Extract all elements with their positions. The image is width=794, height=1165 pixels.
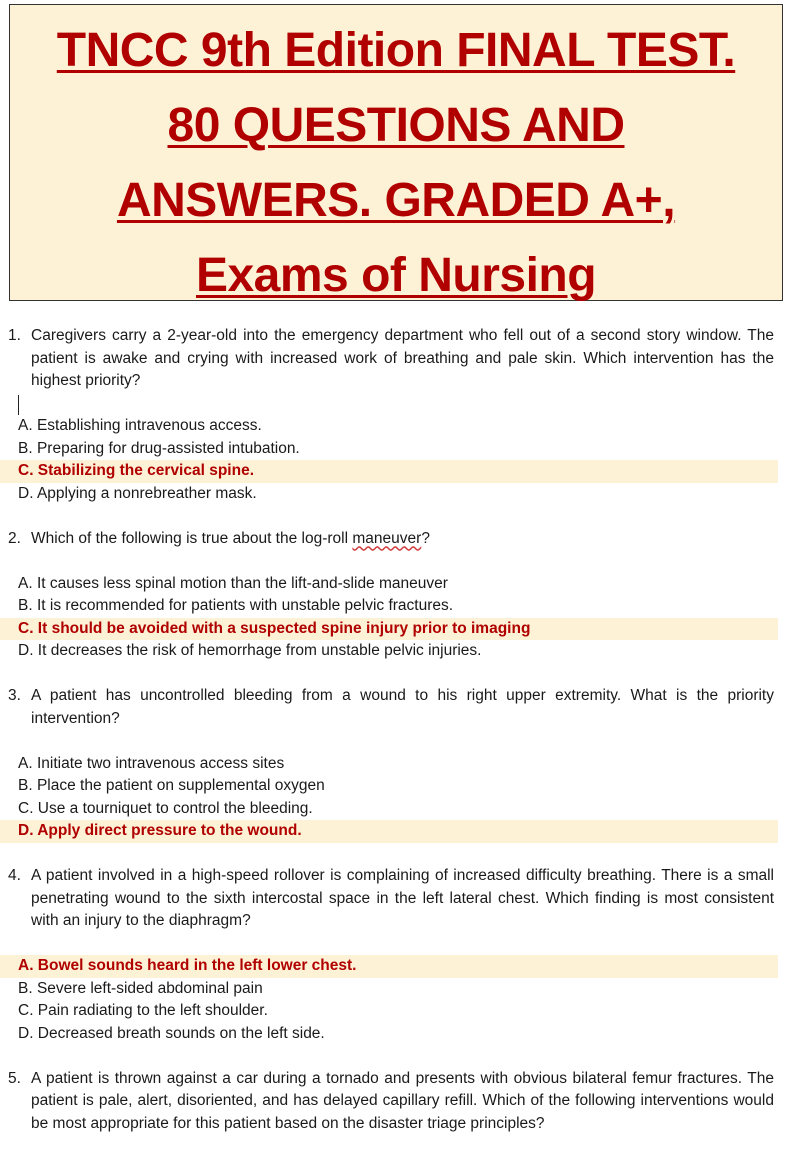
option-d: D. Decreased breath sounds on the left side.	[18, 1024, 325, 1042]
question-stem	[0, 865, 794, 933]
title-box	[9, 4, 783, 301]
question-text-end: ?	[421, 529, 430, 547]
question-text: Which of the following is true about the log-roll	[31, 529, 353, 547]
question-stem	[0, 325, 794, 393]
option-b: B. Severe left-sided abdominal pain	[18, 979, 263, 997]
option-a: A. It causes less spinal motion than the lift-and-slide maneuver	[18, 574, 448, 592]
options	[0, 955, 794, 1045]
question-text: A patient involved in a high-speed rollover is complaining of increased difficulty breathing. There is a small penetrating wound to the sixth intercostal space in the left lateral chest. Which finding is most consistent with an injury to the diaphragm?	[31, 867, 774, 929]
question-text: Caregivers carry a 2-year-old into the emergency department who fell out of a second story window. The patient is awake and crying with increased work of breathing and pale skin. Which intervention has the highest priority?	[31, 327, 774, 389]
option-d: D. It decreases the risk of hemorrhage from unstable pelvic injuries.	[18, 642, 482, 659]
title-line-2: 80 QUESTIONS AND	[167, 99, 625, 152]
question-stem	[0, 685, 794, 730]
question-3	[0, 685, 794, 843]
question-1	[0, 325, 794, 505]
title-line-4: Exams of Nursing	[195, 249, 597, 302]
text-cursor	[0, 393, 794, 416]
option-d: D. Applying a nonrebreather mask.	[18, 484, 257, 502]
option-c: C. Pain radiating to the left shoulder.	[18, 1002, 268, 1019]
title-line-3: ANSWERS. GRADED A+,	[116, 174, 676, 227]
question-number: 4.	[8, 867, 21, 884]
correct-answer: A. Bowel sounds heard in the left lower chest.	[0, 955, 778, 978]
correct-answer: D. Apply direct pressure to the wound.	[0, 820, 778, 843]
question-number: 3.	[8, 687, 21, 704]
option-b: B. Preparing for drug-assisted intubation.	[18, 439, 300, 457]
options	[0, 573, 794, 663]
title-line-1: TNCC 9th Edition FINAL TEST.	[56, 24, 736, 77]
question-number: 1.	[8, 327, 21, 344]
correct-answer: C. Stabilizing the cervical spine.	[0, 460, 778, 483]
question-text: A patient has uncontrolled bleeding from a wound to his right upper extremity. What is the priority intervention?	[31, 687, 774, 727]
question-number: 2.	[8, 529, 21, 547]
options	[0, 753, 794, 843]
question-stem	[0, 528, 794, 551]
option-c: C. Use a tourniquet to control the bleeding.	[18, 799, 313, 817]
question-text: A patient is thrown against a car during a tornado and presents with obvious bilateral femur fractures. The patient is pale, alert, disoriented, and has delayed capillary refill. Which of the following interventions would be most appropriate for this patient based on the disaster triage principles?	[31, 1069, 774, 1132]
option-a: A. Initiate two intravenous access sites	[18, 754, 285, 772]
question-4	[0, 865, 794, 1045]
correct-answer: C. It should be avoided with a suspected spine injury prior to imaging	[0, 618, 778, 641]
question-stem	[0, 1068, 794, 1136]
question-number: 5.	[8, 1069, 21, 1087]
question-2	[0, 528, 794, 663]
question-5	[0, 1068, 794, 1136]
question-list	[0, 325, 794, 1158]
option-b: B. Place the patient on supplemental oxygen	[18, 777, 325, 794]
option-a: A. Establishing intravenous access.	[18, 417, 262, 434]
option-b: B. It is recommended for patients with unstable pelvic fractures.	[18, 597, 454, 614]
spellcheck-flag: maneuver	[352, 529, 422, 547]
